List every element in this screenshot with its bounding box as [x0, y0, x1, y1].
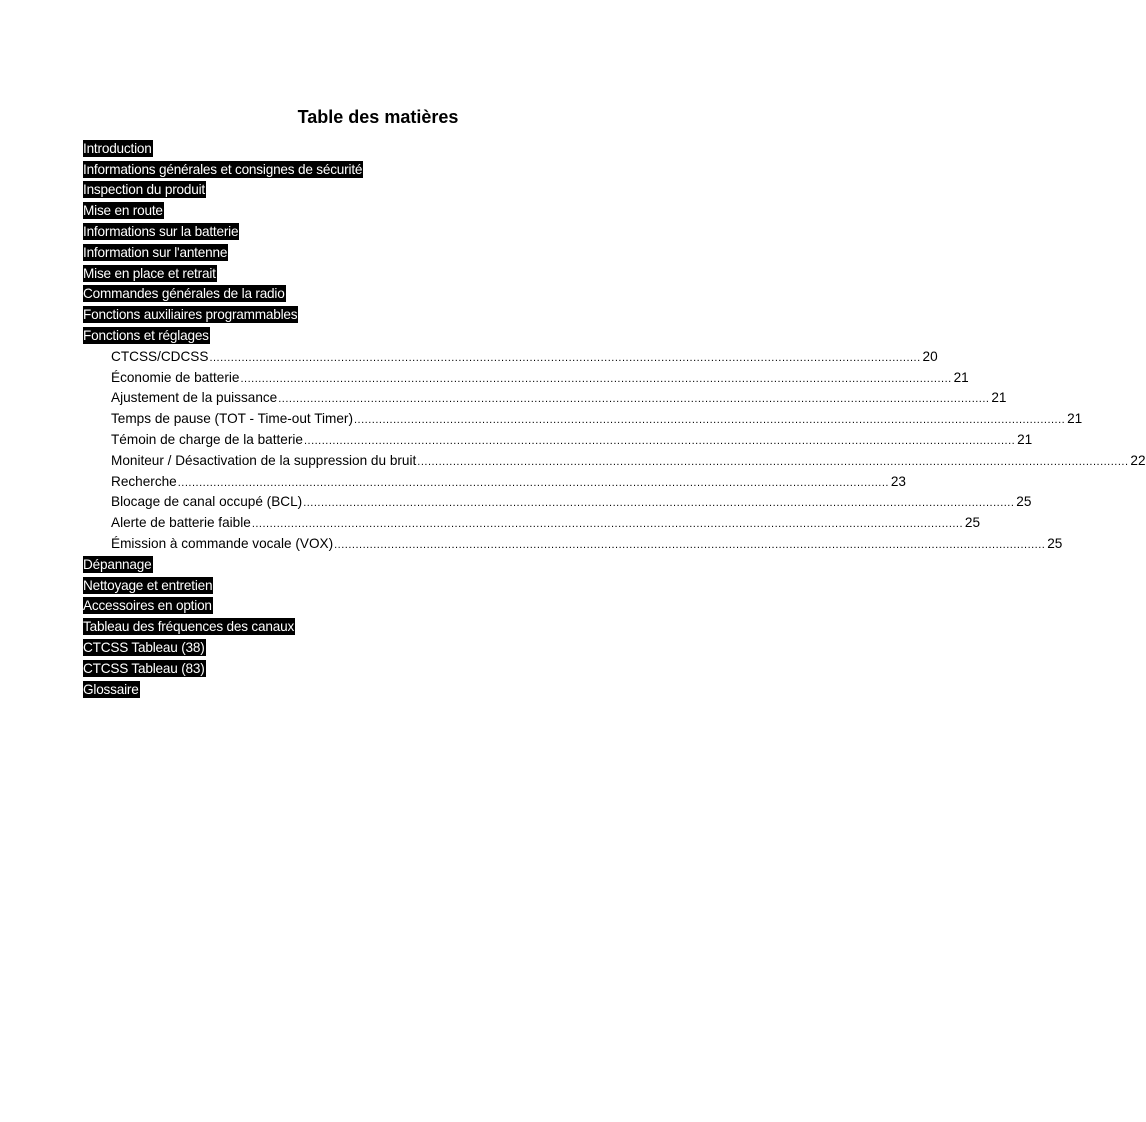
toc-item-cleaning-maintenance[interactable]: [83, 575, 673, 596]
toc-item-ctcss-table-38[interactable]: [83, 637, 673, 658]
toc-subitem-label: Ajustement de la puissance: [111, 390, 278, 406]
toc-item-ctcss-table-83[interactable]: [83, 658, 673, 679]
toc-subitem-label: Émission à commande vocale (VOX): [111, 536, 334, 552]
dot-leader: ........................................................................................................................................................................................................: [240, 372, 952, 385]
toc-item-label: Nettoyage et entretien: [83, 577, 213, 593]
toc-item-general-info-safety[interactable]: [83, 159, 673, 180]
dot-leader: ........................................................................................................................................................................................................: [303, 497, 1015, 510]
dot-leader: ........................................................................................................................................................................................................: [417, 455, 1129, 468]
toc-page-number: 25: [1016, 494, 1032, 510]
toc-item-glossary[interactable]: [83, 679, 673, 700]
toc-subitem-label: Temps de pause (TOT - Time-out Timer): [111, 411, 353, 427]
toc-item-label: Informations générales et consignes de sécurité: [83, 161, 363, 177]
toc-item-label: Information sur l'antenne: [83, 244, 228, 260]
toc-item-channel-frequency-table[interactable]: [83, 616, 673, 637]
dot-leader: ........................................................................................................................................................................................................: [177, 476, 889, 489]
toc-page-number: 22: [1130, 452, 1146, 468]
toc-item-label: Fonctions auxiliaires programmables: [83, 307, 298, 323]
table-of-contents: [83, 138, 1146, 700]
toc-item-label: CTCSS Tableau (83): [83, 660, 205, 676]
toc-item-label: Commandes générales de la radio: [83, 286, 285, 302]
toc-item-install-remove[interactable]: [83, 263, 673, 284]
toc-subitem-ctcss-cdcss[interactable]: [83, 346, 938, 367]
toc-subitem-label: Témoin de charge de la batterie: [111, 432, 303, 448]
toc-item-label: Glossaire: [83, 681, 139, 697]
toc-page-number: 21: [953, 369, 969, 385]
toc-item-optional-accessories[interactable]: [83, 596, 673, 617]
toc-item-functions-settings[interactable]: [83, 325, 673, 346]
toc-subitem-battery-saver[interactable]: [83, 367, 969, 388]
toc-subitem-scan[interactable]: [83, 471, 906, 492]
page-title: Table des matières: [297, 107, 459, 127]
toc-subitem-label: Blocage de canal occupé (BCL): [111, 494, 303, 510]
toc-item-label: CTCSS Tableau (38): [83, 640, 205, 656]
toc-page-number: 25: [964, 515, 981, 531]
toc-subitem-time-out-timer[interactable]: [83, 408, 1083, 429]
toc-subitem-label: Moniteur / Désactivation de la suppression du bruit: [111, 452, 417, 468]
toc-item-product-inspection[interactable]: [83, 180, 673, 201]
toc-item-label: Dépannage: [83, 556, 152, 572]
toc-subitem-battery-indicator[interactable]: [83, 429, 1033, 450]
toc-page-number: 20: [922, 348, 938, 364]
dot-leader: ........................................................................................................................................................................................................: [278, 393, 990, 406]
toc-item-label: Fonctions et réglages: [83, 328, 209, 344]
toc-item-label: Inspection du produit: [83, 182, 206, 198]
toc-item-aux-functions[interactable]: [83, 304, 673, 325]
toc-subitem-label: CTCSS/CDCSS: [111, 348, 209, 364]
toc-item-label: Introduction: [83, 140, 152, 156]
toc-item-label: Accessoires en option: [83, 598, 212, 614]
toc-subitem-low-battery-alert[interactable]: [83, 512, 981, 533]
toc-subitem-label: Recherche: [111, 473, 177, 489]
dot-leader: ........................................................................................................................................................................................................: [251, 518, 964, 531]
toc-page-number: 21: [991, 390, 1007, 406]
toc-item-getting-started[interactable]: [83, 200, 673, 221]
toc-page-number: 21: [1067, 411, 1083, 427]
toc-item-antenna-info[interactable]: [83, 242, 673, 263]
toc-item-introduction[interactable]: [83, 138, 673, 159]
toc-item-label: Mise en route: [83, 203, 163, 219]
toc-item-label: Informations sur la batterie: [83, 224, 239, 240]
toc-item-radio-controls[interactable]: [83, 284, 673, 305]
dot-leader: ........................................................................................................................................................................................................: [334, 538, 1046, 551]
toc-subitem-power-adjust[interactable]: [83, 388, 1007, 409]
dot-leader: ........................................................................................................................................................................................................: [209, 351, 921, 364]
toc-subitem-vox[interactable]: [83, 533, 1063, 554]
toc-item-battery-info[interactable]: [83, 221, 673, 242]
toc-subitem-monitor-squelch[interactable]: [83, 450, 1146, 471]
toc-page-number: 21: [1017, 432, 1033, 448]
toc-item-troubleshooting[interactable]: [83, 554, 673, 575]
toc-page-number: 25: [1047, 536, 1063, 552]
toc-page-number: 23: [890, 473, 906, 489]
toc-subitem-busy-channel-lockout[interactable]: [83, 492, 1032, 513]
toc-item-label: Mise en place et retrait: [83, 265, 216, 281]
dot-leader: ........................................................................................................................................................................................................: [354, 414, 1066, 427]
toc-item-label: Tableau des fréquences des canaux: [83, 619, 295, 635]
toc-subitem-label: Alerte de batterie faible: [111, 515, 251, 531]
toc-subitem-label: Économie de batterie: [111, 369, 240, 385]
dot-leader: ........................................................................................................................................................................................................: [303, 434, 1016, 447]
